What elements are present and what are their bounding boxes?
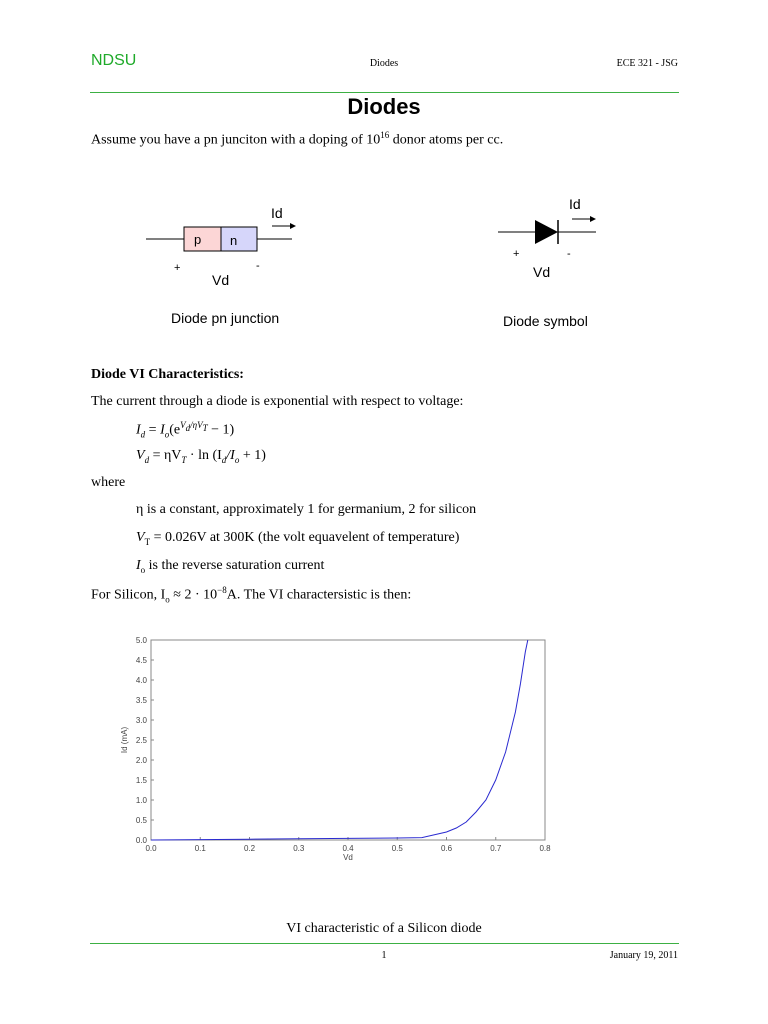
y-tick-label: 2.5 xyxy=(135,736,147,745)
current-arrow-head xyxy=(290,223,296,229)
header-course: ECE 321 - JSG xyxy=(616,58,678,69)
x-tick-label: 0.4 xyxy=(342,844,354,853)
x-tick-label: 0.6 xyxy=(440,844,453,853)
page-number: 1 xyxy=(381,950,387,961)
plot-frame xyxy=(151,640,545,840)
x-tick-label: 0.5 xyxy=(391,844,403,853)
io-definition: $I_o$ is the reverse saturation current xyxy=(136,558,325,575)
intro-text: Assume you have a pn junciton with a doping of $10^{16}$ donor atoms per cc. xyxy=(91,130,504,148)
section-heading: Diode VI Characteristics: xyxy=(91,367,244,382)
where-text: where xyxy=(91,475,126,490)
eta-definition: η is a constant, approximately 1 for germanium, 2 for silicon xyxy=(136,502,477,517)
header-topic: Diodes xyxy=(369,58,399,69)
vi-curve xyxy=(151,640,528,840)
x-tick-label: 0.0 xyxy=(145,844,157,853)
footer-date: January 19, 2011 xyxy=(609,950,678,961)
x-tick-label: 0.3 xyxy=(293,844,305,853)
chart-caption: VI characteristic of a Silicon diode xyxy=(286,921,482,936)
y-tick-label: 1.5 xyxy=(135,776,147,785)
junction-voltage-label: Vd xyxy=(212,272,230,288)
x-axis-label: Vd xyxy=(343,853,353,862)
diode-symbol-diagram xyxy=(490,200,610,260)
footer-rule xyxy=(90,943,679,944)
x-tick-label: 0.2 xyxy=(243,844,256,853)
y-tick-label: 2.0 xyxy=(135,756,147,765)
n-region xyxy=(221,227,257,251)
junction-current-label: Id xyxy=(271,205,283,221)
header-rule xyxy=(90,92,679,93)
symbol-plus: + xyxy=(513,248,520,260)
x-tick-label: 0.1 xyxy=(194,844,206,853)
y-tick-label: 3.5 xyxy=(135,696,147,705)
p-region xyxy=(184,227,221,251)
y-tick-label: 0.5 xyxy=(135,816,147,825)
x-tick-label: 0.7 xyxy=(490,844,502,853)
equation-vd: $V_d = \eta V_T \cdot \ln (I_d/I_o + 1)$ xyxy=(136,448,266,465)
junction-caption: Diode pn junction xyxy=(171,310,280,326)
y-tick-label: 4.5 xyxy=(135,656,147,665)
junction-minus: - xyxy=(256,260,260,272)
y-tick-label: 1.0 xyxy=(135,796,147,805)
y-axis-label: Id (mA) xyxy=(120,726,129,754)
junction-plus: + xyxy=(174,262,181,274)
x-tick-label: 0.8 xyxy=(539,844,551,853)
symbol-minus: - xyxy=(567,248,571,260)
n-label: n xyxy=(230,233,238,248)
silicon-text: For Silicon, $I_o \approx 2 \cdot 10^{-8}A$. The VI charactersistic is then: xyxy=(91,585,412,605)
y-tick-label: 4.0 xyxy=(135,676,147,685)
p-label: p xyxy=(194,232,202,247)
y-tick-label: 3.0 xyxy=(135,716,147,725)
page-title: Diodes xyxy=(347,94,421,119)
section-line1: The current through a diode is exponential with respect to voltage: xyxy=(91,394,464,409)
y-tick-label: 0.0 xyxy=(135,836,147,845)
symbol-voltage-label: Vd xyxy=(533,264,551,280)
y-tick-label: 5.0 xyxy=(135,636,147,645)
symbol-current-label: Id xyxy=(569,196,581,212)
equation-id: $I_d = I_o(e^{V_d/\eta V_T} - 1)$ xyxy=(136,420,235,440)
vt-definition: $V_T = 0.026V$ at 300K (the volt equavelent of temperature) xyxy=(136,530,460,547)
symbol-current-arrow-head xyxy=(590,216,596,222)
symbol-caption: Diode symbol xyxy=(503,313,588,329)
vi-chart xyxy=(110,630,570,870)
diode-triangle xyxy=(535,220,558,244)
header-org: NDSU xyxy=(91,52,137,69)
